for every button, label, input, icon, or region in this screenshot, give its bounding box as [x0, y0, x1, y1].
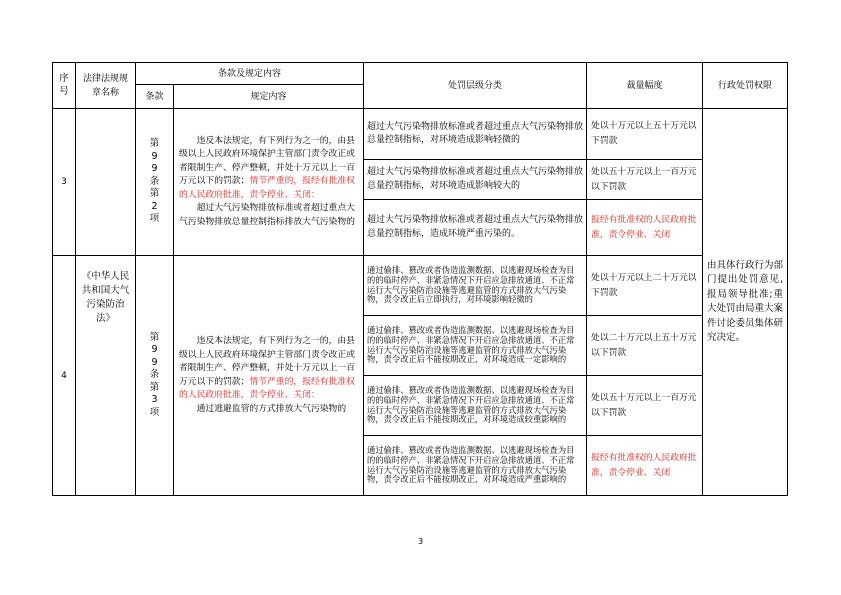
- row-4-level-1-category: 通过偷排、篡改或者伪造监测数据、以逃避现场检查为目的的临时停产、非紧急情况下开启应急排放通道、不正常运行大气污染防治设施等逃避监管的方式排放大气污染物，责令改正后立即执行，对环境影响轻微的: [364, 256, 587, 316]
- penalty-discretion-table: [52, 62, 788, 496]
- row-3-level-3-category: 超过大气污染物排放标准或者超过重点大气污染物排放总量控制指标，造成环境严重污染的。: [364, 200, 587, 256]
- row-4-level-3-range: 处以五十万元以上一百万元以下罚款: [587, 376, 703, 436]
- row-4-level-2-range: 处以二十万元以上五十万元以下罚款: [587, 316, 703, 376]
- row-4-article: 第99条第3项: [136, 256, 174, 496]
- row-3-level-2-category: 超过大气污染物排放标准或者超过重点大气污染物排放总量控制指标，对环境造成影响较大的: [364, 160, 587, 200]
- row-3-content-serious: 情节严重的，报经有批准权的人民政府批准，责令停业、关闭：: [179, 176, 355, 200]
- row-3-level-2-range: 处以五十万元以上一百万元以下罚款: [587, 160, 703, 200]
- page-number: 3: [417, 537, 424, 546]
- row-3-law-name-empty: [76, 109, 136, 256]
- header-seq: 序号: [53, 63, 76, 109]
- header-law-name: 法律法规规章名称: [76, 63, 136, 109]
- row-3-article: 第99条第2项: [136, 109, 174, 256]
- row-4-content-item: 通过逃避监管的方式排放大气污染物的: [196, 403, 347, 414]
- row-3-content-intro: 违反本法规定，有下列行为之一的，由县级以上人民政府环境保护主管部门责令改正或者限制生产、停产整顿，并处十万元以上一百万元以下的罚款；: [179, 135, 355, 187]
- row-4-content: [174, 256, 364, 496]
- row-3-level-3-range: 报经有批准权的人民政府批准，责令停业、关闭: [587, 200, 703, 256]
- row-3-seq: 3: [53, 109, 76, 256]
- header-article-group: 条款及规定内容: [136, 63, 364, 85]
- header-discretion: 裁量幅度: [587, 63, 703, 109]
- row-3-content-item: 超过大气污染物排放标准或者超过重点大气污染物排放总量控制指标排放大气污染物的: [179, 203, 355, 227]
- header-article: 条款: [136, 85, 174, 109]
- row-4-content-serious: 情节严重的，报经有批准权的人民政府批准，责令停业、关闭：: [179, 376, 355, 400]
- row-4-seq: 4: [53, 256, 76, 496]
- row-4-level-1-range: 处以十万元以上二十万元以下罚款: [587, 256, 703, 316]
- row-4-level-4-range: 报经有批准权的人民政府批准，责令停业、关闭: [587, 436, 703, 496]
- row-4-level-3-category: 通过偷排、篡改或者伪造监测数据、以逃避现场检查为目的的临时停产、非紧急情况下开启应急排放通道、不正常运行大气污染防治设施等逃避监管的方式排放大气污染物，责令改正后不能按期改正，对环境造成较重影响的: [364, 376, 587, 436]
- authority-cell: 由具体行政行为部门提出处罚意见,报局领导批准;重大处罚由局重大案件讨论委员集体研究决定。: [703, 109, 788, 496]
- row-3-level-1-range: 处以十万元以上五十万元以下罚款: [587, 109, 703, 160]
- header-penalty-level: 处罚层级分类: [364, 63, 587, 109]
- header-content: 规定内容: [174, 85, 364, 109]
- row-3-content: [174, 109, 364, 256]
- row-4-level-4-category: 通过偷排、篡改或者伪造监测数据、以逃避现场检查为目的的临时停产、非紧急情况下开启应急排放通道、不正常运行大气污染防治设施等逃避监管的方式排放大气污染物，责令改正后不能按期改正，对环境造成严重影响的: [364, 436, 587, 496]
- header-authority: 行政处罚权限: [703, 63, 788, 109]
- row-3-level-1-category: 超过大气污染物排放标准或者超过重点大气污染物排放总量控制指标，对环境造成影响轻微的: [364, 109, 587, 160]
- row-4-law-name: 《中华人民共和国大气污染防治法》: [76, 256, 136, 496]
- row-4-content-intro: 违反本法规定，有下列行为之一的，由县级以上人民政府环境保护主管部门责令改正或者限制生产、停产整顿，并处十万元以上一百万元以下的罚款；: [179, 336, 355, 387]
- row-4-level-2-category: 通过偷排、篡改或者伪造监测数据、以逃避现场检查为目的的临时停产、非紧急情况下开启应急排放通道、不正常运行大气污染防治设施等逃避监管的方式排放大气污染物，责令改正后不能按期改正，对环境造成一定影响的: [364, 316, 587, 376]
